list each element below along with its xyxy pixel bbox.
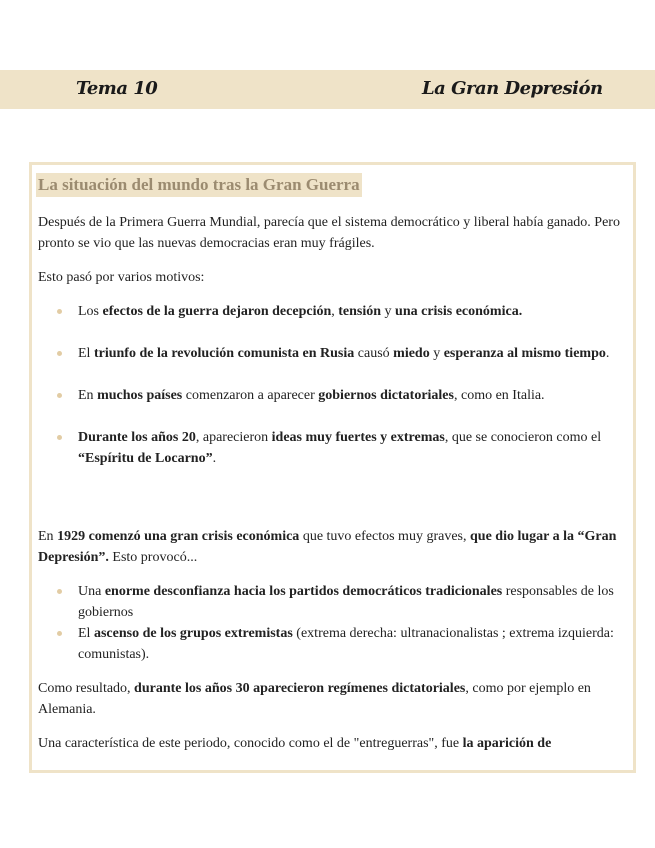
list-item-text-1: Los [78, 304, 103, 319]
list-item-text-2: comenzaron a aparecer [182, 388, 319, 403]
list-item-bold-3: “Espíritu de Locarno” [78, 451, 213, 466]
ultimo-paragraph [38, 733, 630, 754]
list-item-bold-2: ideas muy fuertes y extremas [271, 430, 445, 445]
resultado-paragraph [38, 678, 630, 720]
list-item [32, 343, 630, 364]
crisis-bold-2: que dio lugar a la “Gran Depresión”. [38, 529, 617, 565]
list-item-bold-2: miedo [393, 346, 430, 361]
list-item-text-4: . [605, 346, 610, 361]
list-item-bold-2: gobiernos dictatoriales [318, 388, 454, 403]
list-item-text-3: y [429, 346, 444, 361]
list-item [32, 427, 630, 469]
topic-number: Tema 10 [76, 78, 158, 99]
topic-title: La Gran Depresión [422, 78, 603, 99]
list-item [32, 385, 630, 406]
list-item-text-3: , como en Italia. [453, 388, 545, 403]
list-item-bold-1: triunfo de la revolución comunista en Rusia [93, 346, 355, 361]
list-item-bold-3: una crisis económica. [395, 304, 523, 319]
bullet-dot [57, 435, 62, 440]
list-item-text-3: , que se conocieron como el [444, 430, 602, 445]
list-item [32, 301, 630, 322]
resultado-bold-1: durante los años 30 aparecieron regímenes dictatoriales [134, 681, 466, 696]
list-item-text-2: responsables de los gobiernos [78, 584, 614, 620]
ultimo-bold-1: la aparición de [462, 736, 552, 751]
list-item-bold-1: enorme desconfianza hacia los partidos democráticos tradicionales [104, 584, 503, 599]
consecuencias-list [32, 581, 630, 665]
section-title: La situación del mundo tras la Gran Guerra [36, 173, 362, 197]
header-band [0, 70, 655, 109]
list-item-text-1: El [78, 626, 94, 641]
list-item-text-2: causó [354, 346, 394, 361]
list-item-text-4: . [212, 451, 217, 466]
crisis-paragraph [38, 526, 630, 568]
crisis-text-3: Esto provocó... [108, 550, 198, 565]
list-item-bold-1: Durante los años 20 [78, 430, 196, 445]
list-item-bold-1: ascenso de los grupos extremistas [93, 626, 293, 641]
motivos-intro: Esto pasó por varios motivos: [38, 270, 205, 285]
bullet-dot [57, 631, 62, 636]
list-item-text-2: , [331, 304, 339, 319]
resultado-text-2: , como por ejemplo en Alemania. [38, 681, 591, 717]
list-item-text-1: Una [78, 584, 105, 599]
list-item-bold-1: muchos países [97, 388, 183, 403]
list-item-bold-2: tensión [338, 304, 382, 319]
intro-paragraph: Después de la Primera Guerra Mundial, parecía que el sistema democrático y liberal había ganado. Pero pronto se vio que las nuevas democracias eran muy frágiles. [38, 215, 620, 251]
crisis-bold-1: 1929 comenzó una gran crisis económica [57, 529, 300, 544]
list-item-text-2: , aparecieron [195, 430, 272, 445]
motivos-list [32, 301, 630, 490]
list-item-bold-1: efectos de la guerra dejaron decepción [102, 304, 332, 319]
list-item [32, 623, 630, 665]
bullet-dot [57, 309, 62, 314]
resultado-text-1: Como resultado, [38, 681, 135, 696]
crisis-text-1: En [38, 529, 58, 544]
content-box [29, 162, 636, 773]
bullet-dot [57, 393, 62, 398]
bullet-dot [57, 351, 62, 356]
bullet-dot [57, 589, 62, 594]
list-item-text-3: y [381, 304, 396, 319]
list-item [32, 581, 630, 623]
list-item-text-1: En [78, 388, 98, 403]
crisis-text-2: que tuvo efectos muy graves, [299, 529, 470, 544]
list-item-text-1: El [78, 346, 94, 361]
ultimo-text-1: Una característica de este periodo, conocido como el de "entreguerras", fue [38, 736, 463, 751]
list-item-text-2: (extrema derecha: ultranacionalistas ; extrema izquierda: comunistas). [78, 626, 614, 662]
list-item-bold-3: esperanza al mismo tiempo [443, 346, 606, 361]
